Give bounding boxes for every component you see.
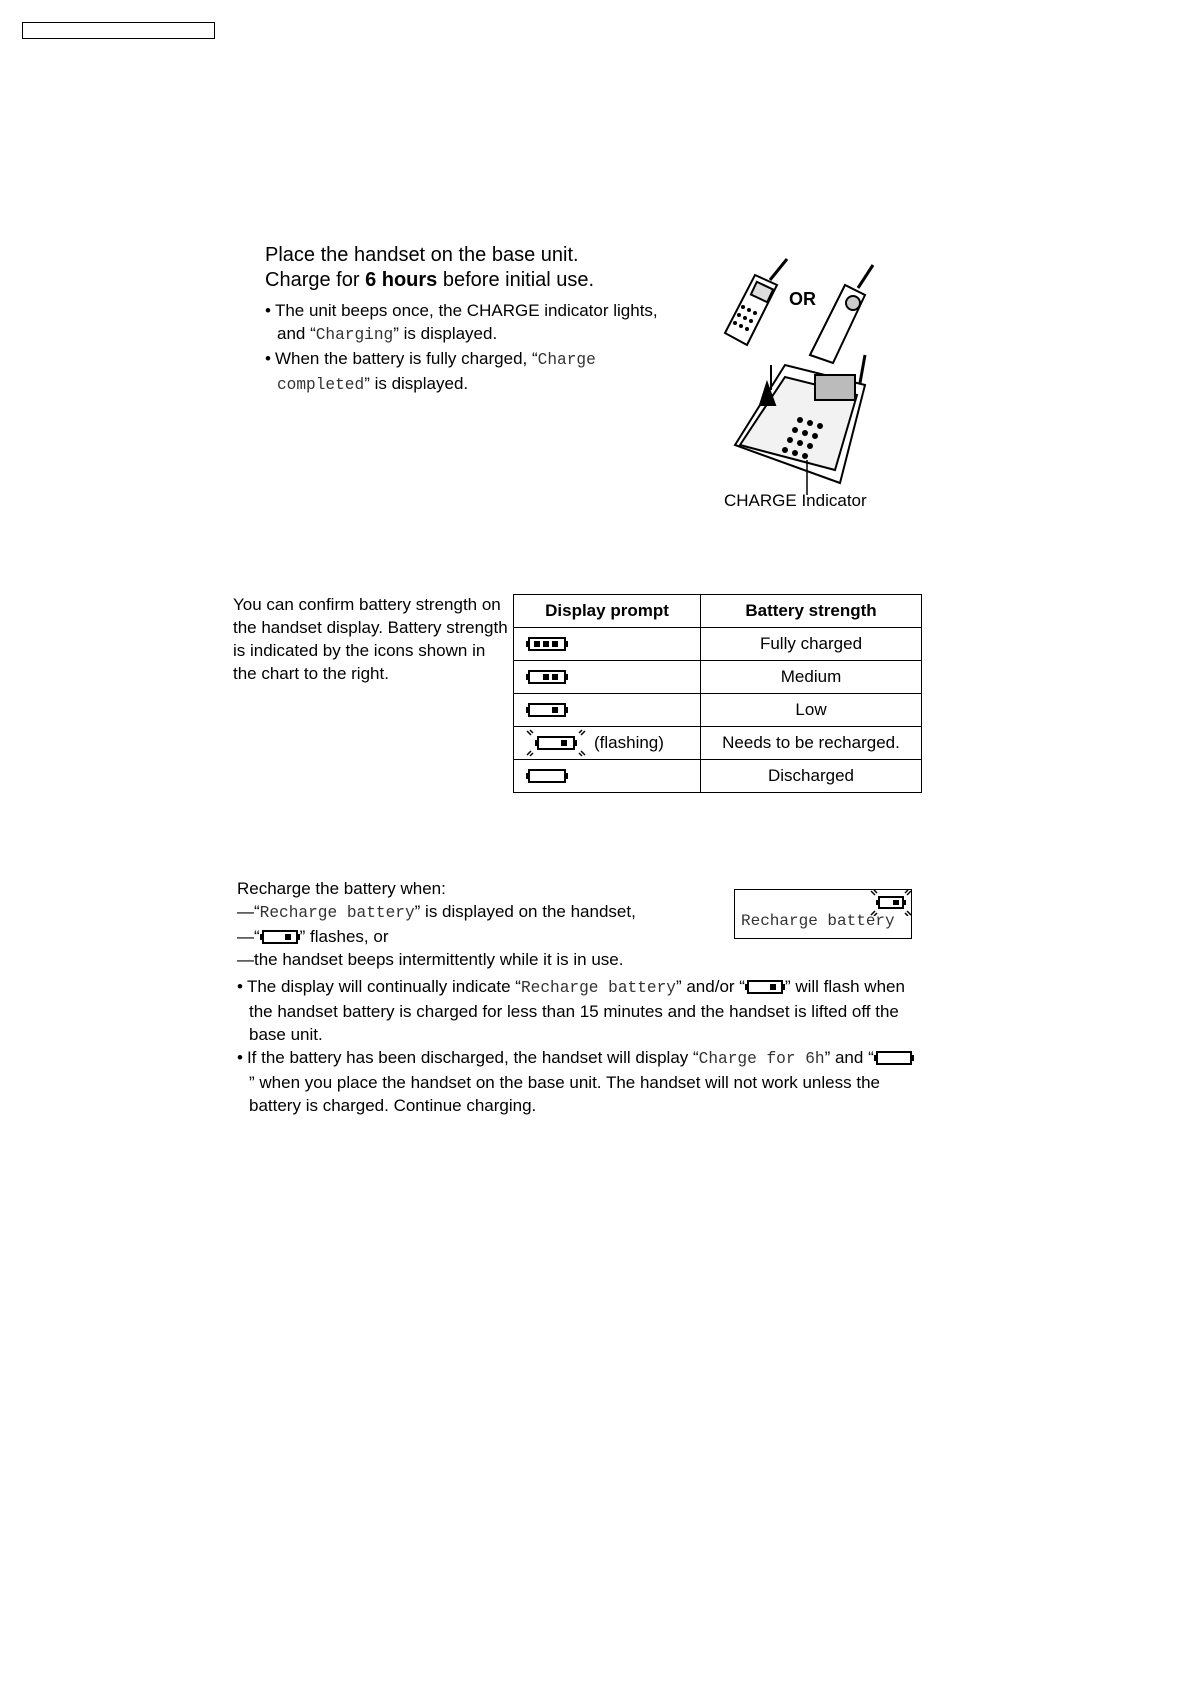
flashing-note: (flashing)	[594, 733, 664, 752]
handset-front-icon	[725, 259, 787, 345]
battery-low-inline-icon	[260, 929, 300, 945]
header-box	[22, 22, 215, 39]
battery-strength-intro: You can confirm battery strength on the handset display. Battery strength is indicated by the icons shown in the chart to the right.	[233, 595, 508, 683]
strength-cell: Discharged	[701, 760, 922, 793]
note-complete: • When the battery is fully charged, “Charge completed” is displayed.	[265, 347, 665, 397]
note-continual: • The display will continually indicate “Recharge battery” and/or “ ” will flash when the handset battery is charged for less than 15 minutes and the handset is lifted off the base unit.	[237, 975, 917, 1046]
or-label: OR	[789, 289, 816, 309]
recharge-condition-1: —“Recharge battery” is displayed on the handset,	[237, 902, 636, 922]
lcd-text: Recharge battery	[741, 912, 895, 930]
table-row	[514, 760, 922, 793]
recharge-condition-3: —the handset beeps intermittently while it is in use.	[237, 950, 624, 969]
note-discharged: • If the battery has been discharged, the handset will display “Charge for 6h” and “” when you place the handset on the base unit. The handset will not work unless the battery is charged. Continue charging.	[237, 1046, 917, 1117]
battery-strength-table	[513, 594, 922, 793]
strength-cell: Low	[701, 694, 922, 727]
recharge-notes	[237, 975, 917, 1117]
battery-empty-inline-icon	[874, 1050, 914, 1066]
table-row	[514, 661, 922, 694]
battery-flashing-icon	[524, 729, 588, 757]
battery-low-inline-icon	[745, 979, 785, 995]
instruction-line-1: Place the handset on the base unit.	[265, 244, 579, 266]
handset-back-icon	[810, 265, 873, 363]
charging-instructions	[265, 243, 665, 397]
table-row	[514, 694, 922, 727]
battery-low-icon	[526, 701, 568, 719]
charge-indicator-label: CHARGE Indicator	[724, 491, 867, 510]
recharge-heading: Recharge the battery when:	[237, 879, 446, 898]
battery-empty-icon	[526, 767, 568, 785]
battery-full-icon	[526, 635, 568, 653]
strength-cell: Medium	[701, 661, 922, 694]
table-row	[514, 628, 922, 661]
header-display-prompt: Display prompt	[514, 595, 701, 628]
lcd-display-example	[734, 889, 912, 939]
table-header-row	[514, 595, 922, 628]
strength-cell: Needs to be recharged.	[701, 727, 922, 760]
base-unit-icon	[735, 355, 865, 495]
strength-cell: Fully charged	[701, 628, 922, 661]
battery-medium-icon	[526, 668, 568, 686]
instruction-line-2: Charge for 6 hours before initial use.	[265, 269, 595, 291]
note-beep: • The unit beeps once, the CHARGE indicator lights, and “Charging” is displayed.	[265, 299, 665, 347]
charge-duration: 6 hours	[365, 269, 438, 291]
phone-base-illustration	[715, 255, 925, 495]
charging-notes	[265, 299, 665, 397]
recharge-condition-2: —“ ” flashes, or	[237, 927, 389, 946]
table-row	[514, 727, 922, 760]
header-battery-strength: Battery strength	[701, 595, 922, 628]
